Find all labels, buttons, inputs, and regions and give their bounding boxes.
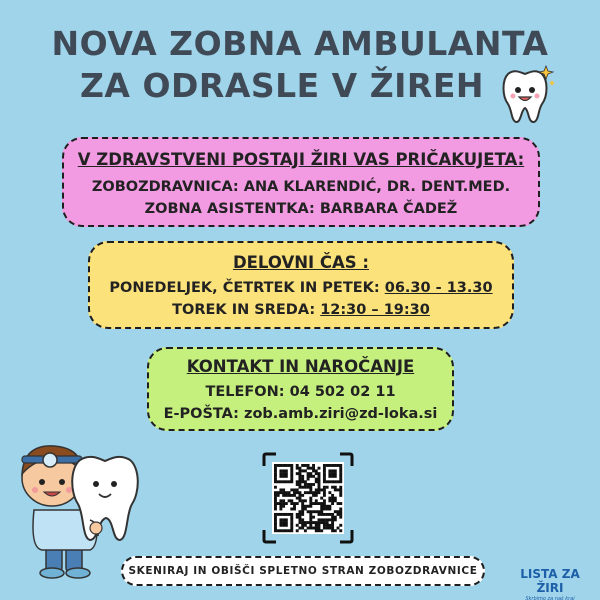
hours-row-2-time: 12:30 – 19:30 (320, 302, 430, 318)
hours-row-1-days: PONEDELJEK, ČETRTEK IN PETEK: (109, 280, 380, 296)
contact-box (147, 347, 454, 431)
logo-subtitle: Skrbimo za naš kraj (525, 596, 575, 600)
dentist-line: ZOBOZDRAVNICA: ANA KLARENDIĆ, DR. DENT.MED. (91, 179, 511, 195)
phone-line (149, 381, 452, 403)
staff-heading: V ZDRAVSTVENI POSTAJI ŽIRI VAS PRIČAKUJETA: (77, 150, 525, 169)
title-line-1: NOVA ZOBNA AMBULANTA (51, 24, 549, 63)
assistant-line: ZOBNA ASISTENTKA: BARBARA ČADEŽ (144, 201, 458, 217)
hours-row-1-time: 06.30 - 13.30 (384, 280, 493, 296)
email-label: E-POŠTA: (163, 406, 239, 422)
phone-number[interactable]: 04 502 02 11 (289, 384, 396, 400)
lista-za-ziri-logo (508, 567, 592, 600)
title-line-2: ZA ODRASLE V ŽIREH (80, 66, 484, 105)
hours-heading: DELOVNI ČAS : (232, 253, 370, 272)
logo-title: LISTA ZA ŽIRI (520, 567, 580, 595)
qr-code-graphic (262, 452, 354, 544)
hours-row-2-days: TOREK IN SREDA: (172, 302, 316, 318)
email-address[interactable]: zob.amb.ziri@zd-loka.si (244, 406, 438, 422)
hours-row-1 (90, 277, 512, 299)
hours-box (88, 241, 514, 329)
happy-tooth-icon (494, 60, 560, 126)
phone-label: TELEFON: (205, 384, 285, 400)
qr-code[interactable] (262, 452, 354, 544)
hours-row-2 (90, 299, 512, 321)
staff-box (62, 137, 540, 227)
email-line (149, 403, 452, 425)
contact-heading: KONTAKT IN NAROČANJE (186, 357, 415, 376)
scan-cta-label: SKENIRAJ IN OBIŠČI SPLETNO STRAN ZOBOZDRAVNICE (121, 556, 485, 586)
